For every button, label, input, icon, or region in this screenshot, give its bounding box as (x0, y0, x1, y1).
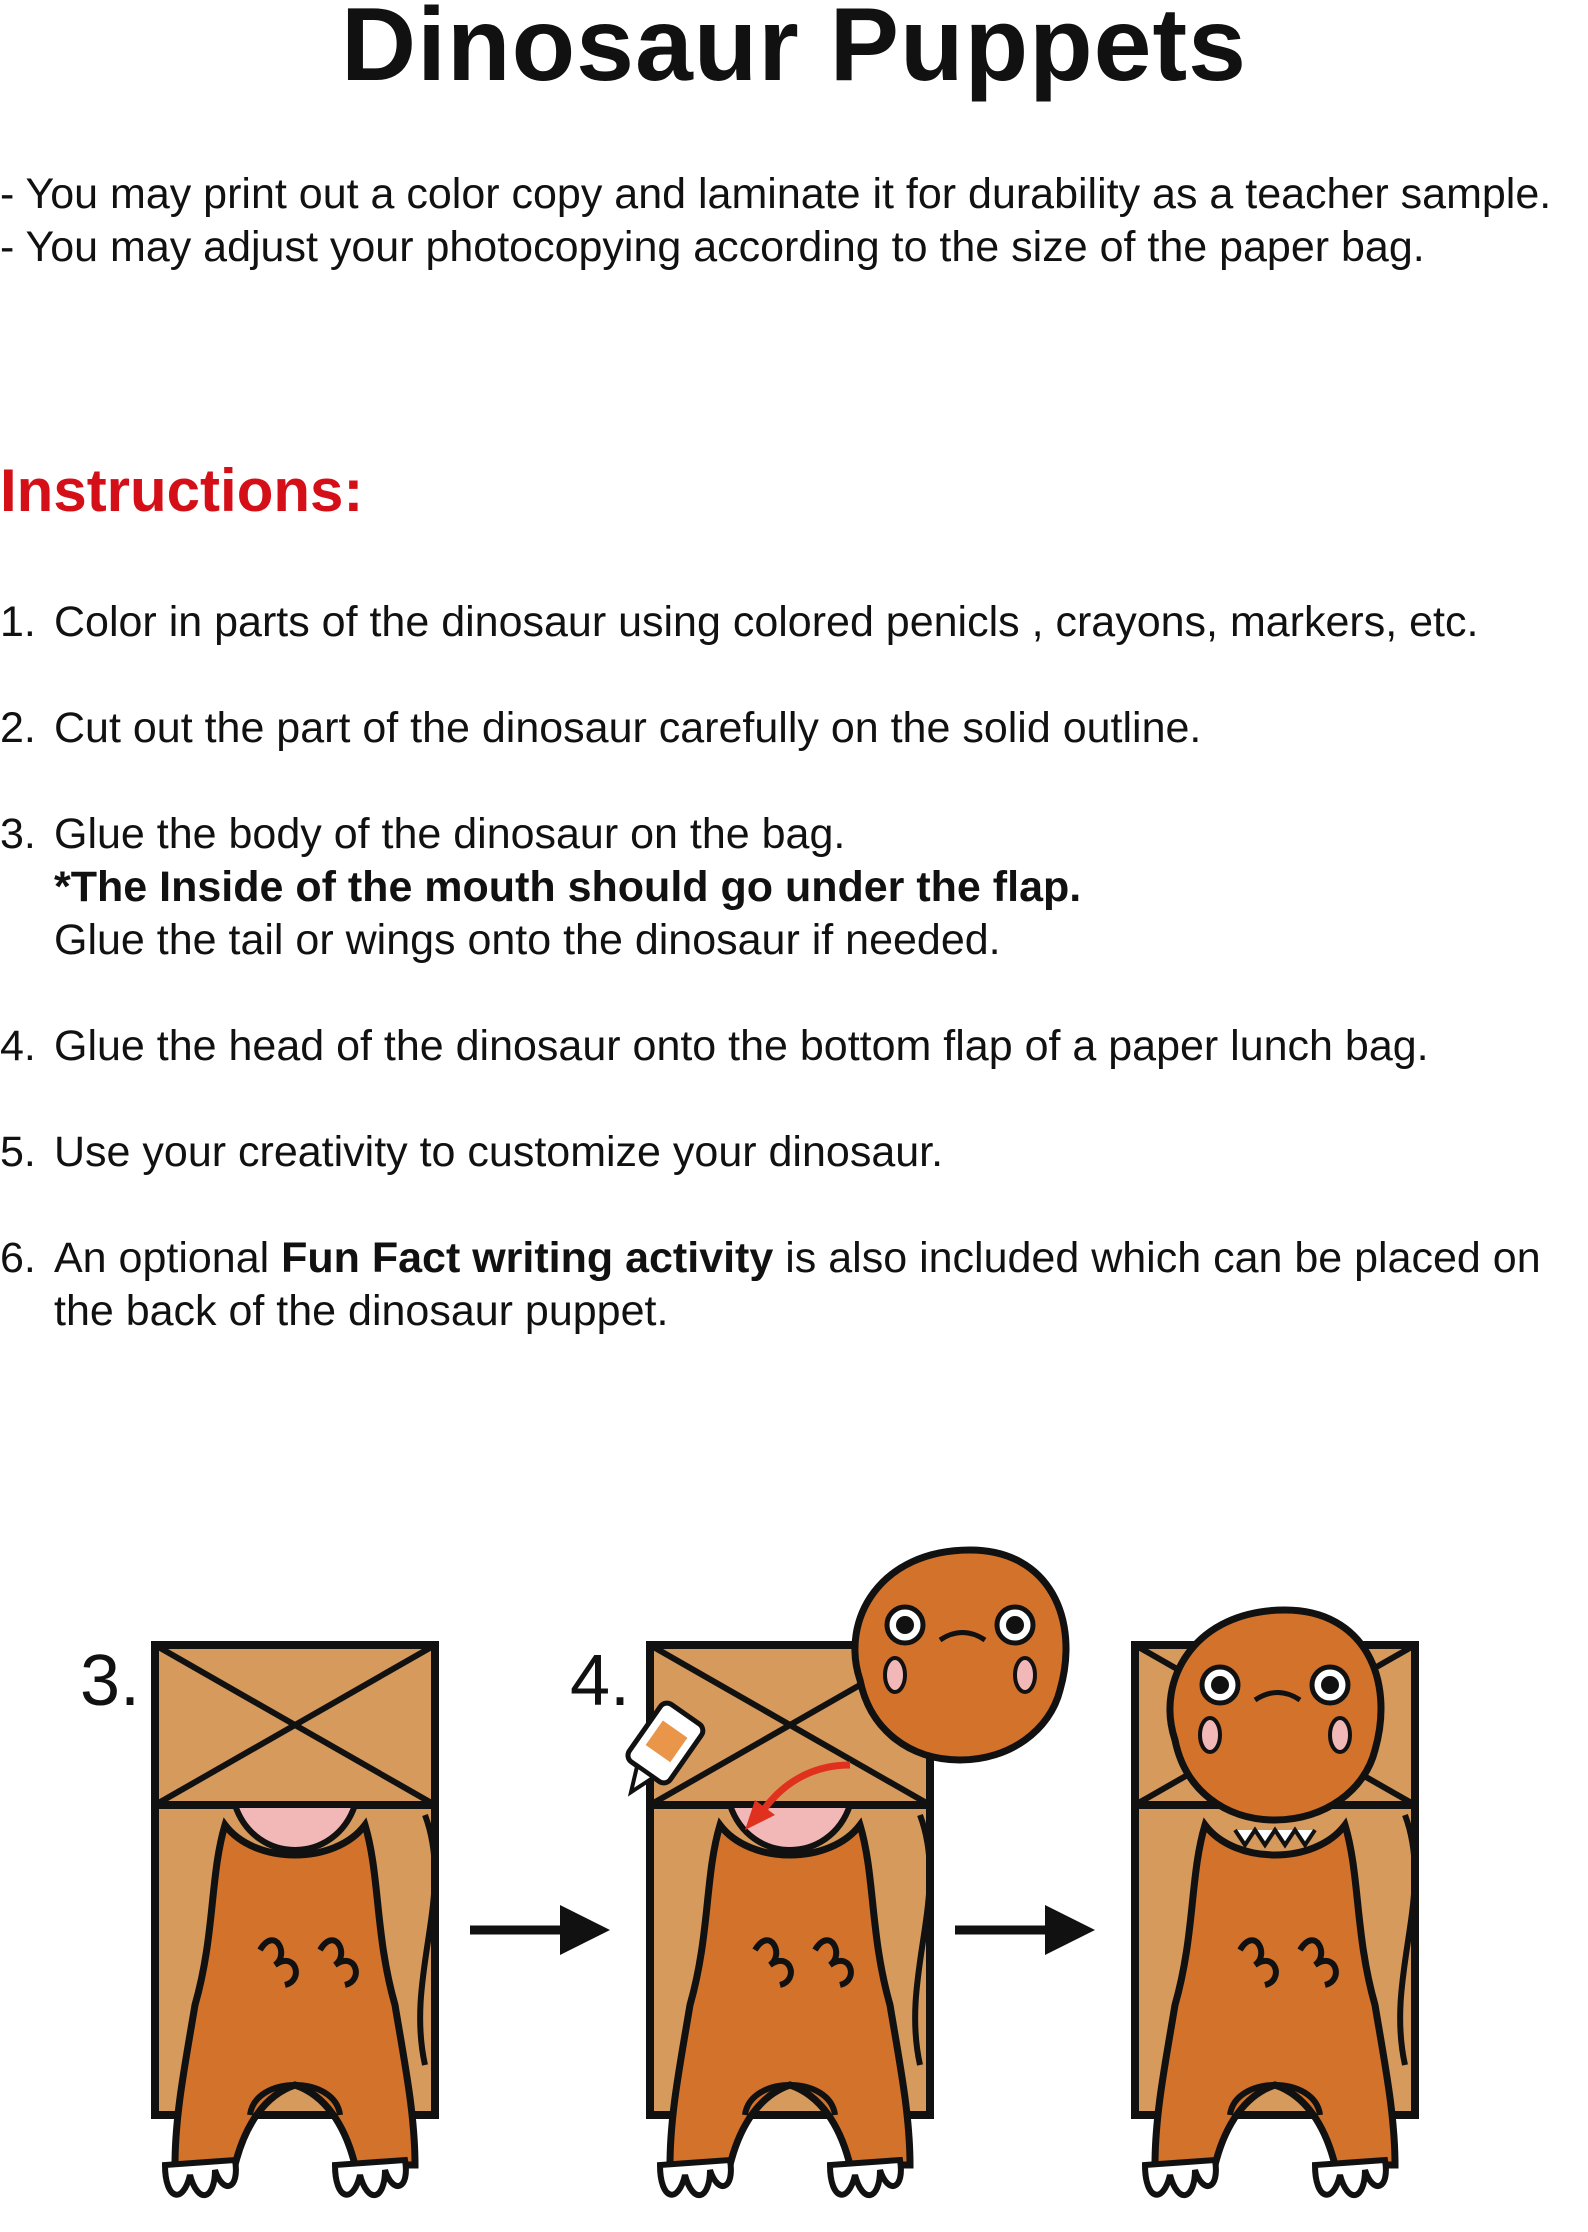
arrow-icon (470, 1905, 610, 1955)
step-6-rest: is also included which can be placed on the back of the dinosaur puppet. (54, 1234, 1541, 1335)
illustration-label-4: 4. (570, 1641, 631, 1721)
step-3-line-1: Glue the body of the dinosaur on the bag. (54, 810, 846, 858)
step-6 (0, 1232, 1588, 1338)
step-number: 4. (0, 1022, 36, 1070)
puppet-steps-drawing (0, 1540, 1588, 2227)
instruction-steps (0, 596, 1588, 1338)
step-3 (0, 808, 1588, 967)
step-text (54, 808, 1588, 967)
note-photocopy: - You may adjust your photocopying according to the size of the paper bag. (0, 223, 1425, 271)
step-text: Glue the head of the dinosaur onto the bottom flap of a paper lunch bag. (54, 1022, 1429, 1070)
step-text (54, 1232, 1588, 1338)
finished-puppet-illustration (1135, 1610, 1415, 2195)
step-2 (0, 702, 1588, 755)
instructions-heading: Instructions: (0, 457, 364, 524)
step-4-illustration (611, 1550, 1066, 2195)
step-5 (0, 1126, 1588, 1179)
step-3-mouth-note: *The Inside of the mouth should go under the flap. (54, 863, 1082, 911)
step-number: 1. (0, 598, 36, 646)
step-text: Use your creativity to customize your dinosaur. (54, 1128, 944, 1176)
step-1 (0, 596, 1588, 649)
step-number: 2. (0, 704, 36, 752)
step-6-activity-name: Fun Fact writing activity (281, 1234, 774, 1282)
step-text: Cut out the part of the dinosaur carefully on the solid outline. (54, 704, 1202, 752)
page-title: Dinosaur Puppets (341, 0, 1247, 103)
step-text: Color in parts of the dinosaur using colored penicls , crayons, markers, etc. (54, 598, 1479, 646)
step-number: 3. (0, 810, 36, 858)
note-laminate: - You may print out a color copy and laminate it for durability as a teacher sample. (0, 170, 1552, 218)
puppet-illustration (0, 1540, 1588, 2227)
step-3-line-3: Glue the tail or wings onto the dinosaur if needed. (54, 916, 1001, 964)
arrow-icon (955, 1905, 1095, 1955)
step-6-intro: An optional (54, 1234, 282, 1282)
step-number: 5. (0, 1128, 36, 1176)
teacher-notes (0, 168, 1588, 274)
step-number: 6. (0, 1234, 36, 1282)
step-3-illustration (155, 1645, 435, 2195)
illustration-label-3: 3. (80, 1641, 141, 1721)
step-4 (0, 1020, 1588, 1073)
